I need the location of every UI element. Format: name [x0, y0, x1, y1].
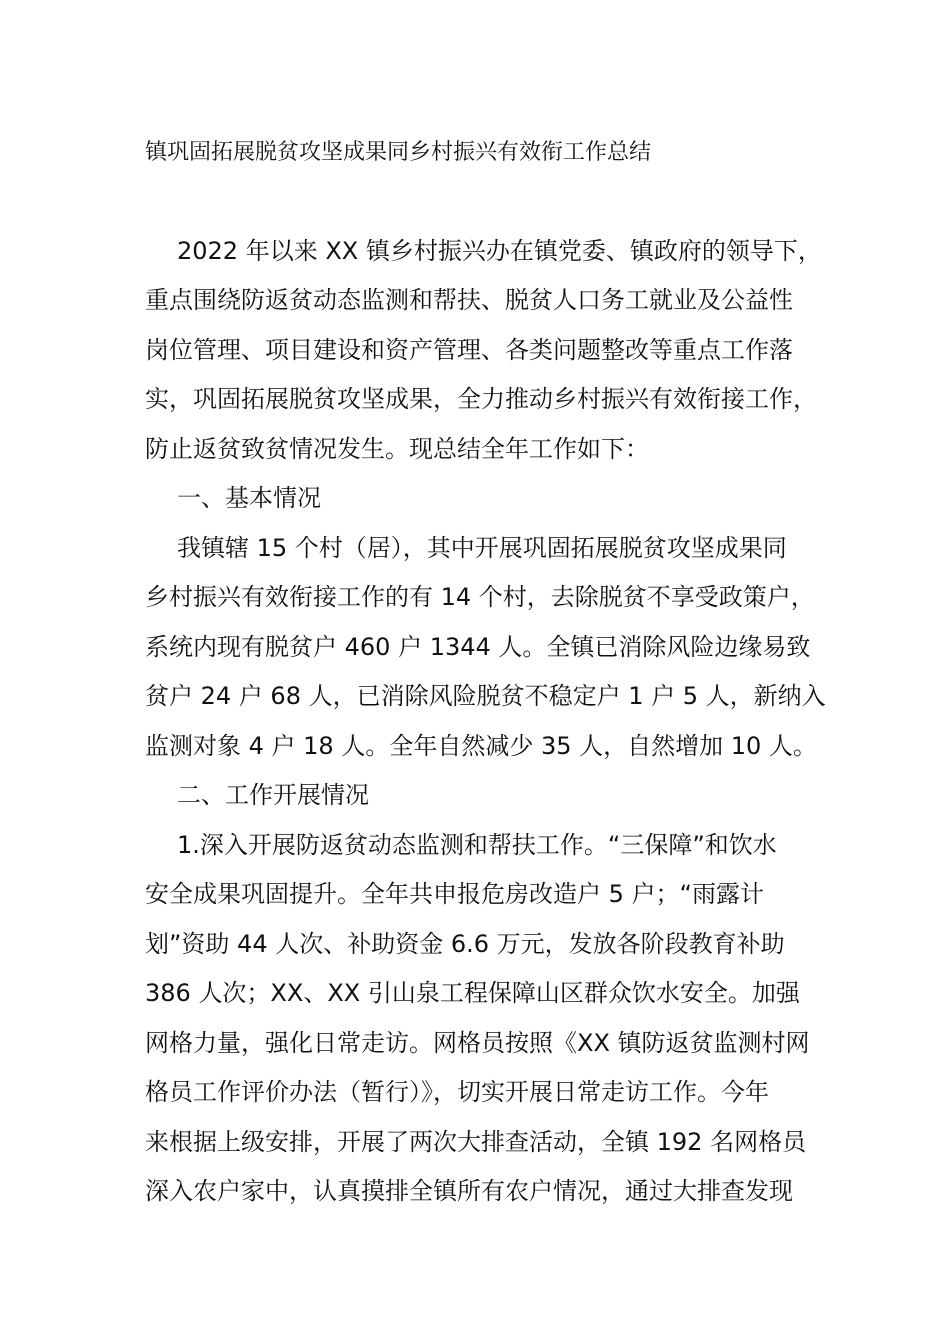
document-title: 镇巩固拓展脱贫攻坚成果同乡村振兴有效衔工作总结 [145, 140, 652, 165]
paragraph-line: 来根据上级安排，开展了两次大排查活动，全镇 192 名网格员 [145, 1128, 807, 1156]
paragraph-line: 格员工作评价办法（暂行）》，切实开展日常走访工作。今年 [145, 1078, 769, 1106]
paragraph-line: 1.深入开展防返贫动态监测和帮扶工作。“三保障”和饮水 [177, 831, 777, 859]
paragraph-line: 重点围绕防返贫动态监测和帮扶、脱贫人口务工就业及公益性 [145, 286, 793, 314]
paragraph-line: 监测对象 4 户 18 人。全年自然减少 35 人，自然增加 10 人。 [145, 732, 817, 760]
paragraph-line: 2022 年以来 XX 镇乡村振兴办在镇党委、镇政府的领导下， [177, 237, 822, 265]
paragraph-line: 实，巩固拓展脱贫攻坚成果，全力推动乡村振兴有效衔接工作， [145, 385, 817, 413]
paragraph-line: 系统内现有脱贫户 460 户 1344 人。全镇已消除风险边缘易致 [145, 633, 811, 661]
paragraph-line: 划”资助 44 人次、补助资金 6.6 万元，发放各阶段教育补助 [145, 930, 785, 958]
section-heading: 二、工作开展情况 [177, 781, 369, 809]
paragraph-line: 网格力量，强化日常走访。网格员按照《XX 镇防返贫监测村网 [145, 1029, 810, 1057]
paragraph-line: 岗位管理、项目建设和资产管理、各类问题整改等重点工作落 [145, 336, 793, 364]
paragraph-line: 贫户 24 户 68 人，已消除风险脱贫不稳定户 1 户 5 人，新纳入 [145, 682, 826, 710]
paragraph-line: 安全成果巩固提升。全年共申报危房改造户 5 户；“雨露计 [145, 880, 764, 908]
paragraph-line: 深入农户家中，认真摸排全镇所有农户情况，通过大排查发现 [145, 1177, 793, 1205]
section-heading: 一、基本情况 [177, 484, 321, 512]
paragraph-line: 防止返贫致贫情况发生。现总结全年工作如下： [145, 435, 649, 463]
paragraph-line: 386 人次；XX、XX 引山泉工程保障山区群众饮水安全。加强 [145, 979, 800, 1007]
paragraph-line: 我镇辖 15 个村（居），其中开展巩固拓展脱贫攻坚成果同 [177, 534, 787, 562]
paragraph-line: 乡村振兴有效衔接工作的有 14 个村，去除脱贫不享受政策户， [145, 583, 815, 611]
